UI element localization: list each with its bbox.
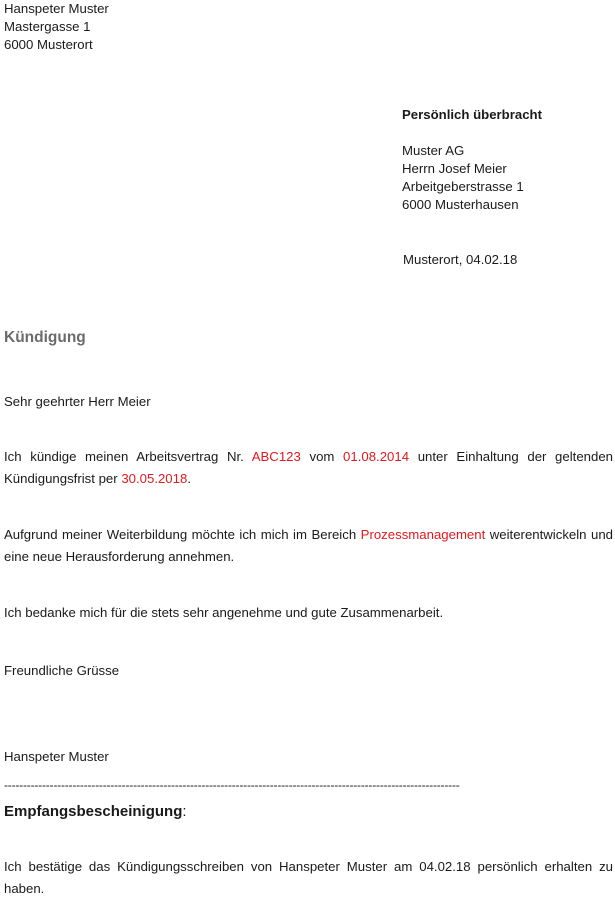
place-date: Musterort, 04.02.18 xyxy=(403,252,518,267)
termination-date: 30.05.2018 xyxy=(121,471,188,486)
contract-number: ABC123 xyxy=(251,449,301,464)
signature-name: Hanspeter Muster xyxy=(4,749,109,764)
sender-address xyxy=(4,0,613,54)
recipient-company: Muster AG xyxy=(402,143,465,158)
salutation: Sehr geehrter Herr Meier xyxy=(4,394,151,409)
recipient-contact: Herrn Josef Meier xyxy=(402,161,507,176)
subject-heading: Kündigung xyxy=(4,329,86,346)
sender-street: Mastergasse 1 xyxy=(4,19,91,34)
contract-start-date: 01.08.2014 xyxy=(343,449,410,464)
closing: Freundliche Grüsse xyxy=(4,663,120,678)
receipt-text: Ich bestätige das Kündigungsschreiben von Hanspeter Muster am 04.02.18 persönlich erhalten zu haben. xyxy=(4,859,613,896)
sender-name: Hanspeter Muster xyxy=(4,1,109,16)
recipient-city: 6000 Musterhausen xyxy=(402,197,519,212)
recipient-street: Arbeitgeberstrasse 1 xyxy=(402,179,524,194)
paragraph-termination: Ich kündige meinen Arbeitsvertrag Nr. ABC123 vom 01.08.2014 unter Einhaltung der geltenden Kündigungsfrist per 30.05.2018. xyxy=(4,449,613,486)
paragraph-thanks: Ich bedanke mich für die stets sehr angenehme und gute Zusammenarbeit. xyxy=(4,605,444,620)
receipt-title: Empfangsbescheinigung xyxy=(4,803,183,820)
paragraph-reason: Aufgrund meiner Weiterbildung möchte ich mich im Bereich Prozessmanagement weiterentwickeln und eine neue Herausforderung annehmen. xyxy=(4,527,613,564)
receipt-heading: Empfangsbescheinigung: xyxy=(4,803,187,820)
development-field: Prozessmanagement xyxy=(360,527,486,542)
recipient-address xyxy=(402,142,524,214)
separator-line: ------------------------------------------------------------------------------------------------------------------------ xyxy=(4,778,460,792)
delivery-note: Persönlich überbracht xyxy=(402,107,542,122)
sender-city: 6000 Musterort xyxy=(4,37,93,52)
